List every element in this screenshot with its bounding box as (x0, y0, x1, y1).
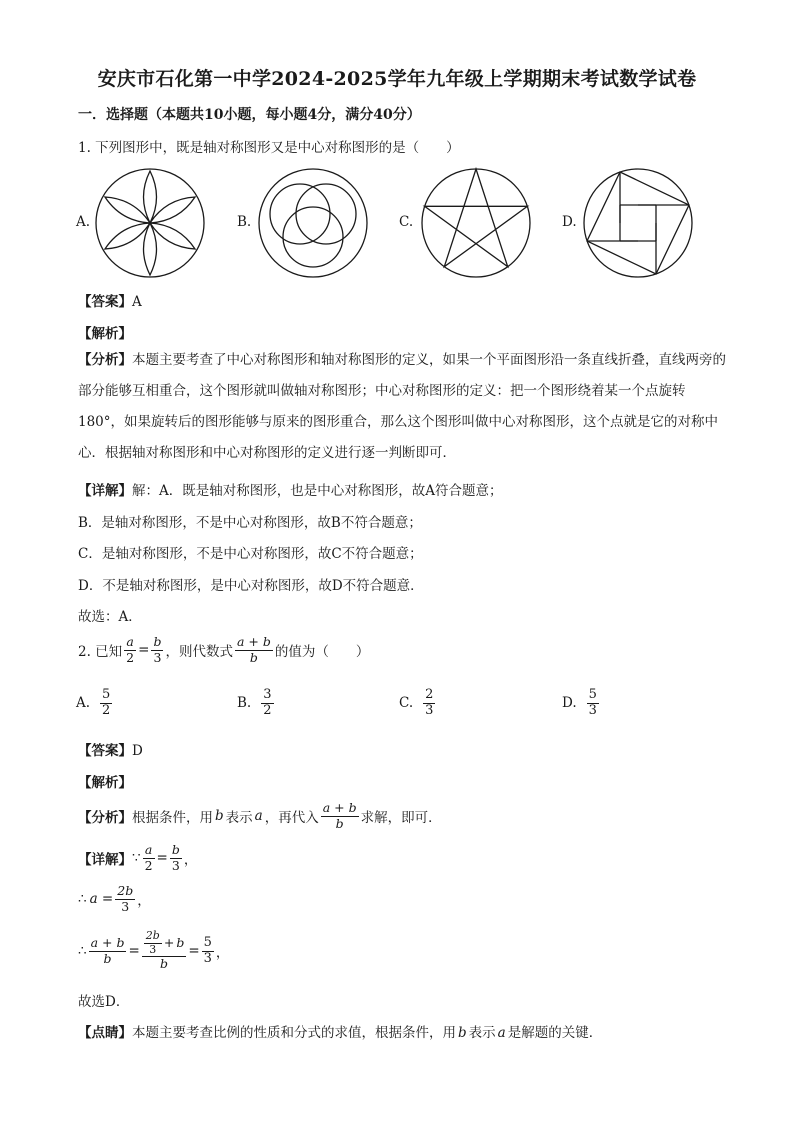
q1-option-c-label: C. (399, 214, 414, 230)
question-1-stem: 1. 下列图形中，既是轴对称图形又是中心对称图形的是（ ） (78, 140, 460, 156)
q1-analysis-tag: 【解析】 (78, 326, 132, 342)
q1-answer-value: A (132, 294, 142, 310)
q2-option-d: D. $\frac{5}{3}$ (562, 686, 597, 718)
q2-stem-post: 的值为（ ） (274, 644, 370, 660)
q1-fenxi (78, 345, 728, 469)
q2-answer-tag: 【答案】 (78, 743, 132, 759)
q1-xiangjie-text-1: 解：A．既是轴对称图形，也是中心对称图形，故A符合题意； (132, 483, 503, 499)
page-title: 安庆市石化第一中学2024-2025学年九年级上学期期末考试数学试卷 (97, 68, 697, 90)
q1-option-d-label: D. (562, 214, 577, 230)
q2-option-b: B. $\frac{3}{2}$ (237, 686, 272, 718)
q1-xiangjie-line-3: C．是轴对称图形，不是中心对称图形，故C不符合题意； (78, 546, 423, 562)
q2-option-a: A. $\frac{5}{2}$ (76, 686, 111, 718)
section-heading: 一．选择题（本题共10小题，每小题4分，满分40分） (78, 107, 421, 123)
q2-dianjing: 【点睛】本题主要考查比例的性质和分式的求值，根据条件，用 b 表示 a 是解题的关键． (78, 1025, 603, 1041)
q1-figure-c-star (419, 166, 533, 280)
q1-fenxi-tag: 【分析】 (78, 352, 132, 368)
q2-stem-mid: ，则代数式 (165, 644, 233, 660)
q1-option-b-label: B. (237, 214, 252, 230)
q1-figure-d-pinwheel (581, 166, 695, 280)
q2-eq: = (138, 642, 150, 658)
q1-answer (78, 290, 142, 310)
q2-xiangjie-line-2: ∴ a = $\frac{2b}{3}$ ， (78, 883, 151, 914)
q2-analysis-tag: 【解析】 (78, 775, 132, 791)
q1-xiangjie-tag: 【详解】 (78, 483, 132, 499)
q2-choose: 故选D． (78, 994, 130, 1010)
q1-xiangjie-line-1 (78, 479, 503, 499)
q1-choose: 故选：A． (78, 609, 142, 625)
q1-figure-a-flower (93, 166, 207, 280)
q1-fenxi-text: 本题主要考查了中心对称图形和轴对称图形的定义，如果一个平面图形沿一条直线折叠，直线两旁的部分能够互相重合，这个图形就叫做轴对称图形；中心对称图形的定义：把一个图形绕着某一个点旋转180°，如果旋转后的图形能够与原来的图形重合，那么这个图形叫做中心对称图形，这个点就是它的对称中心．根据轴对称图形和中心对称图形的定义进行逐一判断即可． (78, 352, 726, 461)
q2-compound-fraction: $\frac{2b}{3}$ + b b (142, 930, 187, 972)
q1-figure-b-three-arcs (256, 166, 370, 280)
q2-xiangjie-line-3: ∴ $\frac{a + b}{b}$ = $\frac{2b}{3}$ + b b = $\frac{5}{3}$ ， (78, 929, 230, 972)
q2-option-c: C. $\frac{2}{3}$ (399, 686, 434, 718)
q2-frac-apb-over-b: $\frac{a + b}{b}$ (236, 634, 271, 665)
q2-answer (78, 739, 143, 759)
q2-frac-a-over-2: $\frac{a}{2}$ (126, 634, 135, 665)
q1-option-a-label: A. (76, 214, 91, 230)
q2-frac-b-over-3: $\frac{b}{3}$ (153, 634, 162, 665)
q2-answer-value: D (132, 743, 143, 759)
q2-xiangjie-line-1: 【详解】 ∵ $\frac{a}{2}$ = $\frac{b}{3}$ ， (78, 842, 198, 873)
q2-stem-pre: 2. 已知 (78, 644, 123, 660)
q2-fenxi: 【分析】 根据条件，用 b 表示 a ，再代入 $\frac{a + b}{b}$ 求解，即可． (78, 800, 442, 831)
q1-answer-tag: 【答案】 (78, 294, 132, 310)
q1-xiangjie-line-2: B．是轴对称图形，不是中心对称图形，故B不符合题意； (78, 515, 422, 531)
q1-xiangjie-line-4: D．不是轴对称图形，是中心对称图形，故D不符合题意． (78, 578, 424, 594)
question-2-stem (78, 632, 369, 668)
